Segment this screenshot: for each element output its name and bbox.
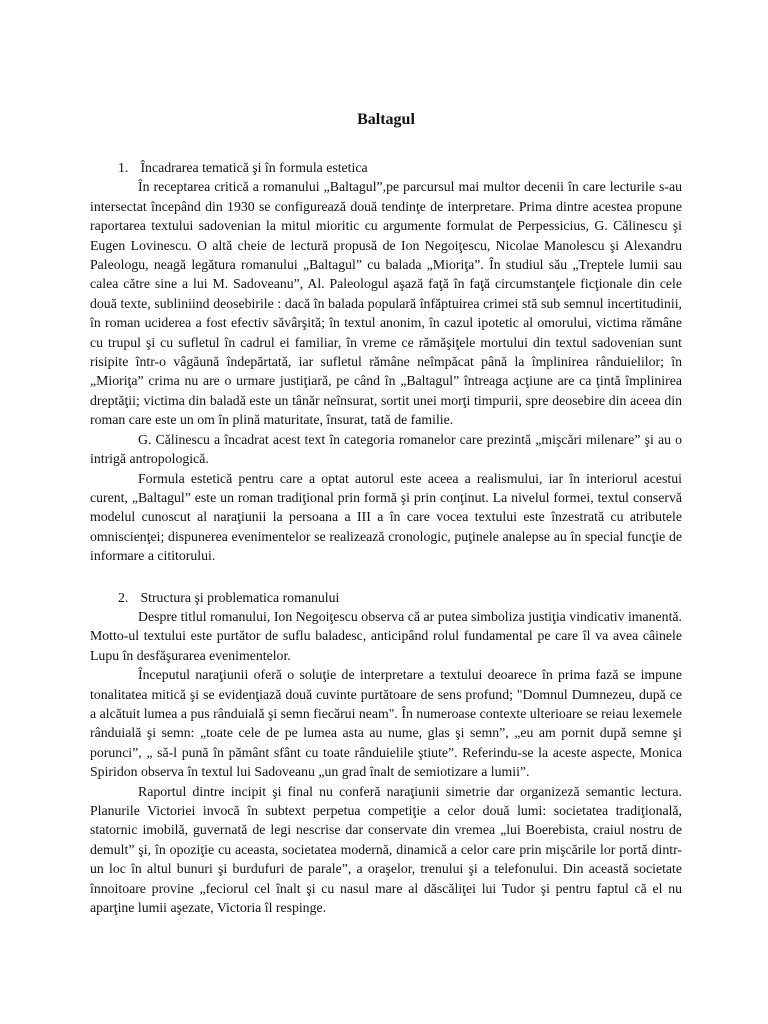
section-heading	[118, 158, 682, 177]
section-heading-text: Încadrarea tematică şi în formula estetica	[140, 160, 368, 175]
paragraph: În receptarea critică a romanului „Baltagul”,pe parcursul mai multor decenii în care lecturile s-au intersectat începând din 1930 se configurează două tendinţe de interpretare. Prima dintre acestea propune raportarea textului sadovenian la mitul mioritic cu argumente formulat de Perpessicius, G. Călinescu şi Eugen Lovinescu. O altă cheie de lectură propusă de Ion Negoiţescu, Nicolae Manolescu şi Alexandru Paleologu, neagă legătura romanului „Baltagul” cu balada „Mioriţa”. În studiul său „Treptele lumii sau calea către sine a lui M. Sadoveanu”, Al. Paleologul aşază faţă în faţă circumstanţele ficţionale din cele două texte, subliniind deosebirile : dacă în balada populară înfăptuirea crimei stă sub semnul incertitudinii, în roman uciderea a fost efectiv săvârşită; în textul anonim, în cazul ipotetic al omorului, victima rămâne cu trupul şi cu sufletul în cadrul ei familiar, în vreme ce rămăşiţele mortului din textul sadovenian sunt risipite într-o vâgăună îndepărtată, iar sufletul rămâne neîmpăcat până la împlinirea rânduielilor; în „Mioriţa” crima nu are o urmare justiţiară, pe când în „Baltagul” întreaga acţiune are ca ţintă împlinirea dreptăţii; victima din baladă este un tânăr neînsurat, sortit unei morţi timpurii, spre deosebire din aceea din roman care este un om în plină maturitate, însurat, tată de familie.	[90, 179, 682, 428]
paragraph: Despre titlul romanului, Ion Negoiţescu observa că ar putea simboliza justiţia vindicativ imanentă. Motto-ul textului este purtător de suflu baladesc, anticipând rolul fundamental pe care îl va avea câinele Lupu în desfăşurarea evenimentelor.	[90, 608, 682, 663]
paragraph: Raportul dintre incipit şi final nu conferă naraţiunii simetrie dar organizeză semantic lectura. Planurile Victoriei invocă în subtext perpetua competiţie a celor două lumi: societatea tradiţională, statornic imobilă, guvernată de legi nescrise dar conservate din vremea „lui Boerebista, craiul nostru de demult” şi, în opoziţie cu aceasta, societatea modernă, dinamică a celor care prin mişcările lor portă dintr-un loc în altul bunuri şi burdufuri de parale”, a oraşelor, trenului şi a telefonului. Din această societate înnoitoare provine „feciorul cel înalt şi cu nasul mare al dăscăliţei lui Tudor şi pentru faptul că el nu aparţine lumii aşezate, Victoria îl respinge.	[90, 783, 682, 916]
paragraph: Începutul naraţiunii oferă o soluţie de interpretare a textului deoarece în prima fază se impune tonalitatea mitică şi se evidenţiază două cuvinte purtătoare de sens profund; "Domnul Dumnezeu, după ce a alcătuit lumea a pus rânduială şi semn fiecărui neam". În numeroase contexte ulterioare se reiau lexemele rânduială şi semn: „toate cele de pe lumea asta au nume, glas şi semn”, „eu am pornit după semne şi porunci”, „ să-l pună în pământ sfânt cu toate rânduielile ştiute”. Referindu-se la aceste aspecte, Monica Spiridon observa în textul lui Sadoveanu „un grad înalt de semiotizare a lumii”.	[90, 667, 682, 780]
document-title: Baltagul	[357, 111, 415, 128]
section-heading	[118, 588, 682, 607]
paragraph: G. Călinescu a încadrat acest text în categoria romanelor care prezintă „mişcări milenare” şi au o intrigă antropologică.	[90, 431, 682, 467]
section-spacer	[90, 566, 682, 588]
section-2	[90, 588, 682, 918]
paragraph: Formula estetică pentru care a optat autorul este aceea a realismului, iar în interiorul acestui curent, „Baltagul” este un roman tradiţional prin formă şi prin conţinut. La nivelul formei, textul conservă modelul cunoscut al naraţiunii la persoana a III a în care vocea textului este înzestrată cu atributele omniscienţei; dispunerea evenimentelor se realizează cronologic, puţinele analepse au în special funcţie de informare a cititorului.	[90, 470, 682, 564]
section-1	[90, 158, 682, 566]
section-heading-text: Structura şi problematica romanului	[140, 589, 340, 605]
section-number: 2.	[118, 589, 129, 605]
section-number: 1.	[118, 160, 129, 175]
